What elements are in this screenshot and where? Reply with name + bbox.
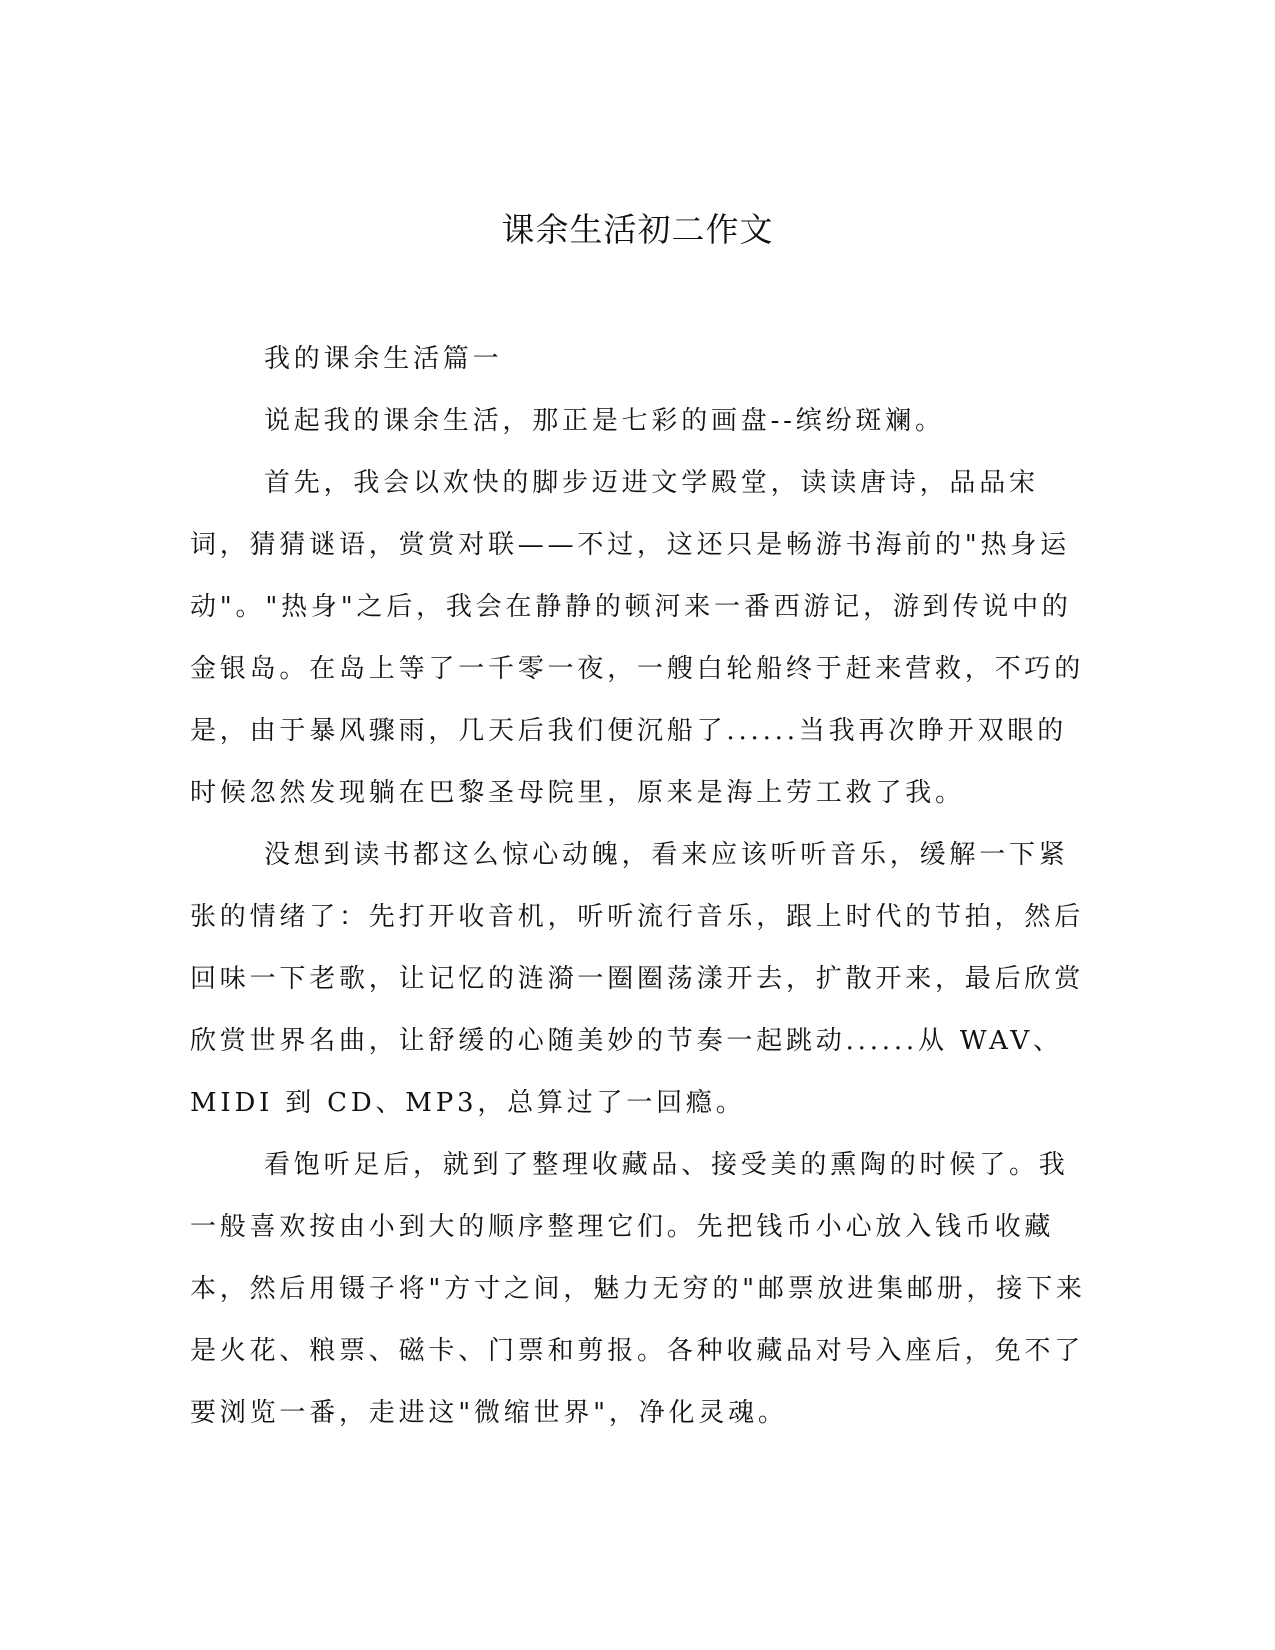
paragraph-collecting: 看饱听足后，就到了整理收藏品、接受美的熏陶的时候了。我一般喜欢按由小到大的顺序整理它们。先把钱币小心放入钱币收藏本，然后用镊子将"方寸之间，魅力无穷的"邮票放进集邮册，接下来是火花、粮票、磁卡、门票和剪报。各种收藏品对号入座后，免不了要浏览一番，走进这"微缩世界"，净化灵魂。 xyxy=(190,1150,1086,1428)
paragraph-reading: 首先，我会以欢快的脚步迈进文学殿堂，读读唐诗，品品宋词，猜猜谜语，赏赏对联——不过，这还只是畅游书海前的"热身运动"。"热身"之后，我会在静静的顿河来一番西游记，游到传说中的金银岛。在岛上等了一千零一夜，一艘白轮船终于赶来营救，不巧的是，由于暴风骤雨，几天后我们便沉船了......当我再次睁开双眼的时候忽然发现躺在巴黎圣母院里，原来是海上劳工救了我。 xyxy=(190,468,1085,808)
section-heading: 我的课余生活篇一 xyxy=(264,344,503,374)
document-body xyxy=(190,328,1090,1444)
paragraph-music: 没想到读书都这么惊心动魄，看来应该听听音乐，缓解一下紧张的情绪了：先打开收音机，听听流行音乐，跟上时代的节拍，然后回味一下老歌，让记忆的涟漪一圈圈荡漾开去，扩散开来，最后欣赏欣赏世界名曲，让舒缓的心随美妙的节奏一起跳动......从 WAV、MIDI 到 CD、MP3，总算过了一回瘾。 xyxy=(190,840,1085,1118)
document-title: 课余生活初二作文 xyxy=(501,210,774,249)
paragraph-intro: 说起我的课余生活，那正是七彩的画盘--缤纷斑斓。 xyxy=(264,406,945,436)
